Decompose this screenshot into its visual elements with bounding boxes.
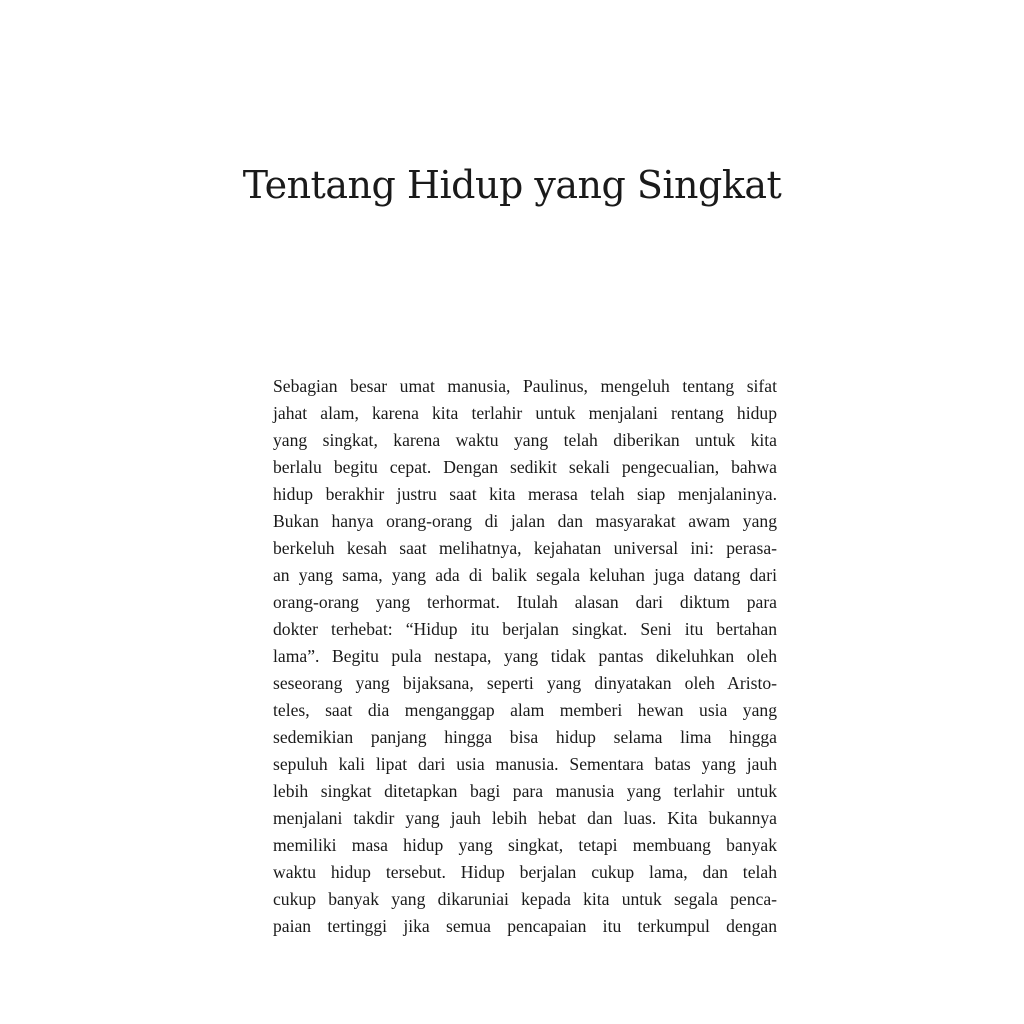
text-line: waktu hidup tersebut. Hidup berjalan cukup lama, dan telah (273, 862, 777, 882)
text-line: hidup berakhir justru saat kita merasa telah siap menjalaninya. (273, 484, 777, 504)
text-line: berlalu begitu cepat. Dengan sedikit sekali pengecualian, bahwa (273, 457, 777, 477)
text-line: sedemikian panjang hingga bisa hidup selama lima hingga (273, 727, 777, 747)
text-line: sepuluh kali lipat dari usia manusia. Sementara batas yang jauh (273, 754, 777, 774)
text-line: Sebagian besar umat manusia, Paulinus, mengeluh tentang sifat (273, 376, 777, 396)
text-line: teles, saat dia menganggap alam memberi hewan usia yang (273, 700, 777, 720)
chapter-title: Tentang Hidup yang Singkat (242, 163, 782, 207)
text-line: lebih singkat ditetapkan bagi para manusia yang terlahir untuk (273, 781, 777, 801)
body-paragraph (273, 373, 777, 940)
text-line: berkeluh kesah saat melihatnya, kejahatan universal ini: perasa- (273, 538, 777, 558)
text-line: Bukan hanya orang-orang di jalan dan masyarakat awam yang (273, 511, 777, 531)
text-line: yang singkat, karena waktu yang telah diberikan untuk kita (273, 430, 777, 450)
text-line: jahat alam, karena kita terlahir untuk menjalani rentang hidup (273, 403, 777, 423)
text-line: an yang sama, yang ada di balik segala keluhan juga datang dari (273, 565, 777, 585)
text-line: dokter terhebat: “Hidup itu berjalan singkat. Seni itu bertahan (273, 619, 777, 639)
text-line: menjalani takdir yang jauh lebih hebat dan luas. Kita bukannya (273, 808, 777, 828)
text-line: cukup banyak yang dikaruniai kepada kita untuk segala penca- (273, 889, 777, 909)
text-line: seseorang yang bijaksana, seperti yang dinyatakan oleh Aristo- (273, 673, 777, 693)
text-line: orang-orang yang terhormat. Itulah alasan dari diktum para (273, 592, 777, 612)
text-line: lama”. Begitu pula nestapa, yang tidak pantas dikeluhkan oleh (273, 646, 777, 666)
text-line: paian tertinggi jika semua pencapaian itu terkumpul dengan (273, 916, 777, 936)
text-line: memiliki masa hidup yang singkat, tetapi membuang banyak (273, 835, 777, 855)
